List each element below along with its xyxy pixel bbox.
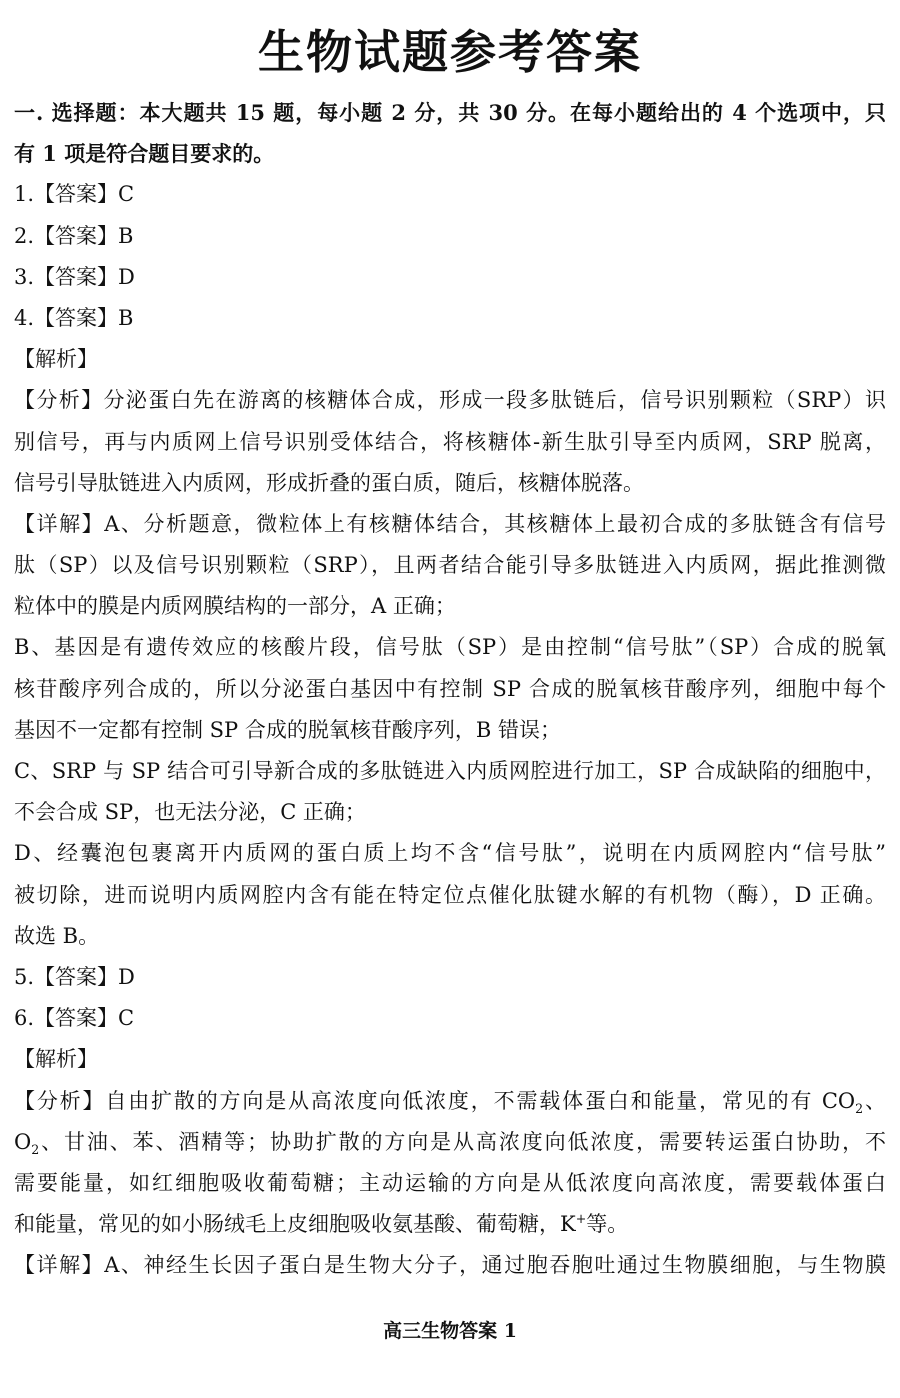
q4-option-b-line-3: 基因不一定都有控制 SP 合成的脱氧核苷酸序列，B 错误； — [14, 717, 561, 742]
answer-q3: 3.【答案】D — [14, 264, 135, 289]
q4-fenxi-line-1: 【分析】分泌蛋白先在游离的核糖体合成，形成一段多肽链后，信号识别颗粒（SRP）识 — [14, 388, 886, 413]
answer-q6: 6.【答案】C — [14, 1006, 135, 1031]
q4-option-b-line-2: 核苷酸序列合成的，所以分泌蛋白基因中有控制 SP 合成的脱氧核苷酸序列，细胞中每个 — [14, 676, 886, 701]
section-heading-line-1: 一. 选择题：本大题共 15 题，每小题 2 分，共 30 分。在每小题给出的 4 个选项中，只 — [14, 100, 886, 125]
q4-option-b-line-1: B、基因是有遗传效应的核酸片段，信号肽（SP）是由控制“信号肽”（SP）合成的脱氧 — [14, 635, 886, 660]
answer-q4: 4.【答案】B — [14, 305, 134, 330]
section-heading-line-2: 有 1 项是符合题目要求的。 — [14, 141, 275, 167]
q4-option-c-line-2: 不会合成 SP，也无法分泌，C 正确； — [14, 800, 366, 825]
q4-xiangjie-line-2: 肽（SP）以及信号识别颗粒（SRP），且两者结合能引导多肽链进入内质网，据此推测微 — [14, 553, 886, 578]
q6-fenxi-line-4: 和能量，常见的如小肠绒毛上皮细胞吸收氨基酸、葡萄糖，K+等。 — [14, 1211, 629, 1237]
answer-q2: 2.【答案】B — [14, 223, 134, 248]
q4-xiangjie-line-3: 粒体中的膜是内质网膜结构的一部分，A 正确； — [14, 594, 456, 619]
page-title: 生物试题参考答案 — [258, 25, 642, 79]
answer-q1: 1.【答案】C — [14, 182, 135, 207]
q4-conclusion: 故选 B。 — [14, 923, 100, 948]
q6-jiexi-label: 【解析】 — [14, 1047, 98, 1072]
page-footer: 高三生物答案 1 — [383, 1320, 517, 1342]
q4-fenxi-line-3: 信号引导肽链进入内质网，形成折叠的蛋白质，随后，核糖体脱落。 — [14, 470, 644, 495]
q4-fenxi-line-2: 别信号，再与内质网上信号识别受体结合，将核糖体-新生肽引导至内质网，SRP 脱离， — [14, 429, 886, 454]
q4-option-c-line-1: C、SRP 与 SP 结合可引导新合成的多肽链进入内质网腔进行加工，SP 合成缺陷的细胞中， — [14, 759, 886, 783]
q4-option-d-line-1: D、经囊泡包裹离开内质网的蛋白质上均不含“信号肽”，说明在内质网腔内“信号肽” — [14, 841, 886, 866]
q4-option-d-line-2: 被切除，进而说明内质网腔内含有能在特定位点催化肽键水解的有机物（酶），D 正确。 — [14, 882, 886, 907]
q6-xiangjie-line-1: 【详解】A、神经生长因子蛋白是生物大分子，通过胞吞胞吐通过生物膜细胞，与生物膜 — [14, 1253, 886, 1278]
q6-fenxi-line-2: $O_2$、甘油、苯、酒精等；协助扩散的方向是从高浓度向低浓度，需要转运蛋白协助，不 — [14, 1129, 886, 1157]
document-body — [14, 92, 886, 1286]
q4-xiangjie-line-1: 【详解】A、分析题意，微粒体上有核糖体结合，其核糖体上最初合成的多肽链含有信号 — [14, 511, 886, 536]
q6-fenxi-line-3: 需要能量，如红细胞吸收葡萄糖；主动运输的方向是从低浓度向高浓度，需要载体蛋白 — [14, 1170, 886, 1195]
answer-q5: 5.【答案】D — [14, 964, 135, 989]
q4-jiexi-label: 【解析】 — [14, 347, 98, 372]
q6-fenxi-line-1: 【分析】自由扩散的方向是从高浓度向低浓度，不需载体蛋白和能量，常见的有 $CO_2$、 — [14, 1088, 886, 1116]
